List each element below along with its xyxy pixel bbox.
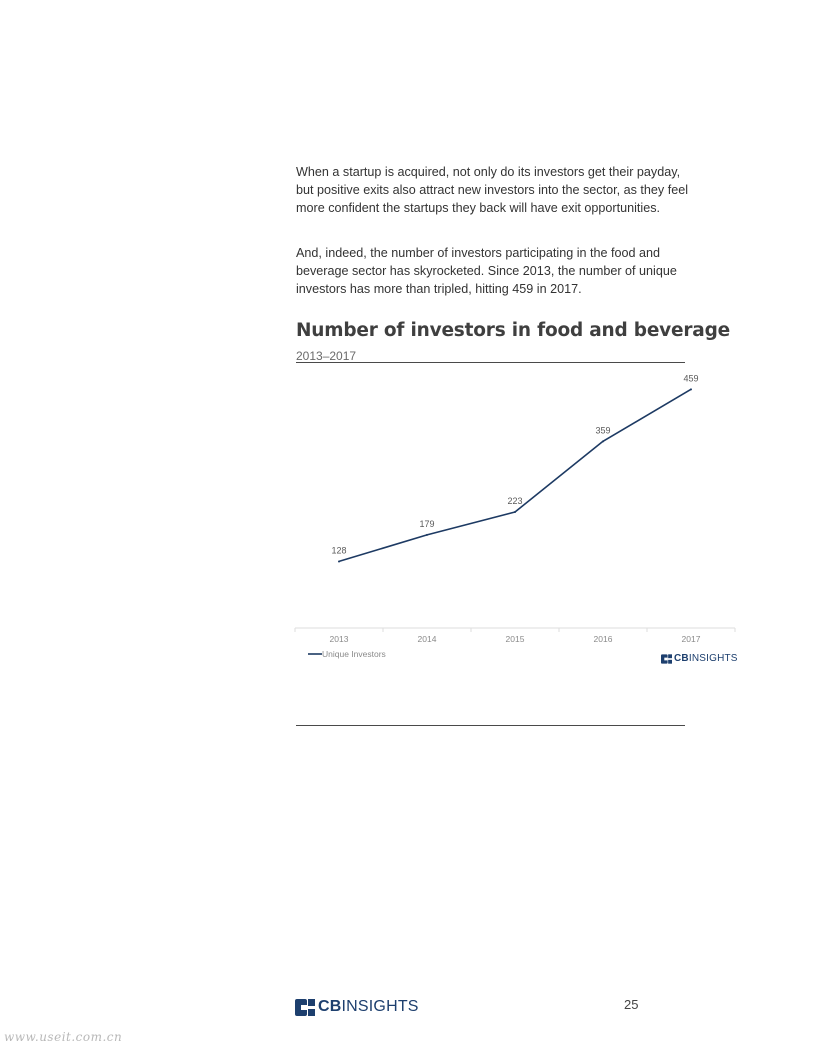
footer-cbinsights-logo — [295, 998, 419, 1016]
chart-subtitle: 2013–2017 — [296, 349, 357, 363]
data-point — [426, 534, 428, 536]
data-label: 459 — [683, 373, 699, 384]
cbinsights-mark-icon — [295, 999, 315, 1016]
legend-label: Unique Investors — [322, 649, 386, 659]
chart-bottom-rule — [296, 725, 685, 726]
data-point — [602, 440, 604, 442]
data-label: 223 — [507, 496, 523, 507]
chart-cbinsights-logo — [661, 653, 738, 664]
chart-logo-light: INSIGHTS — [688, 653, 738, 664]
chart-title: Number of investors in food and beverage — [296, 320, 730, 341]
data-point — [690, 388, 692, 390]
chart-logo-bold: CB — [674, 653, 689, 664]
body-paragraph-2: And, indeed, the number of investors participating in the food and beverage sector has skyrocketed. Since 2013, the number of unique investors has more than tripled, hitting 459 in 2017. — [296, 246, 677, 296]
x-tick-label: 2013 — [329, 634, 349, 644]
data-label: 359 — [595, 425, 611, 436]
watermark: www.useit.com.cn — [4, 1030, 123, 1044]
page-number: 25 — [624, 997, 639, 1012]
data-label: 179 — [419, 518, 435, 529]
x-tick-label: 2014 — [417, 634, 437, 644]
data-point — [338, 560, 340, 562]
x-tick-label: 2016 — [593, 634, 613, 644]
series-line-0 — [339, 389, 691, 561]
data-point — [514, 511, 516, 513]
footer-logo-light: INSIGHTS — [341, 998, 419, 1015]
cbinsights-mark-icon — [661, 654, 672, 664]
x-tick-label: 2017 — [681, 634, 701, 644]
footer-logo-bold: CB — [318, 998, 342, 1015]
body-paragraph-1: When a startup is acquired, not only do its investors get their payday, but positive exits also attract new investors into the sector, as they feel more confident the startups they back will have exit opportunities. — [296, 165, 689, 215]
x-tick-label: 2015 — [505, 634, 525, 644]
data-label: 128 — [331, 545, 347, 556]
